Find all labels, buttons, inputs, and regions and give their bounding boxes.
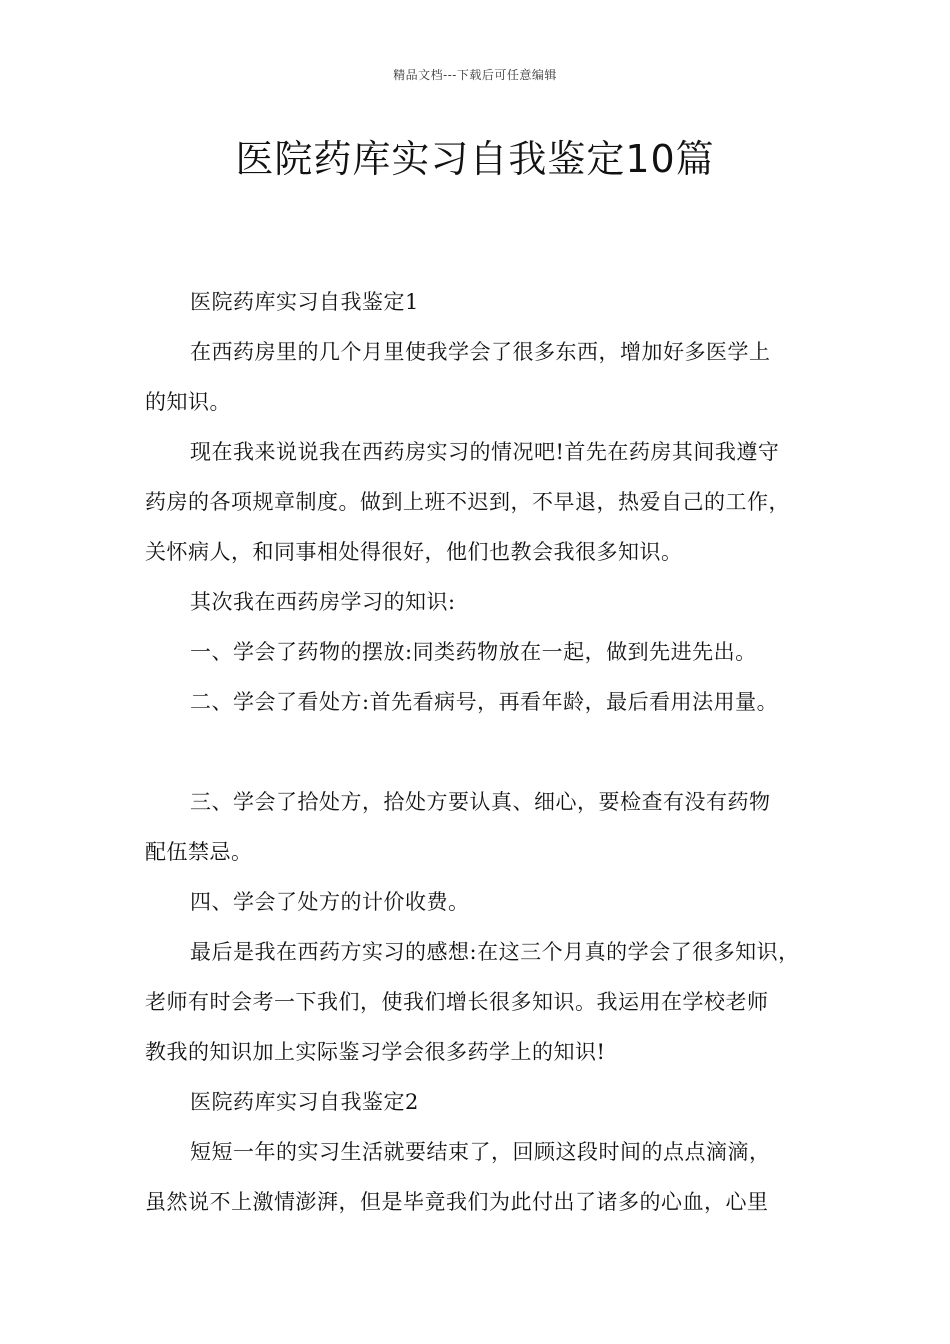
paragraph-line: 现在我来说说我在西药房实习的情况吧!首先在药房其间我遵守 (190, 440, 780, 464)
section-heading-1: 医院药库实习自我鉴定1 (190, 290, 419, 314)
paragraph-line: 其次我在西药房学习的知识: (190, 590, 456, 614)
document-title: 医院药库实习自我鉴定10篇 (235, 137, 715, 181)
paragraph-line: 虽然说不上激情澎湃，但是毕竟我们为此付出了诸多的心血，心里 (145, 1190, 769, 1214)
list-item: 四、学会了处方的计价收费。 (190, 890, 470, 914)
list-item: 一、学会了药物的摆放:同类药物放在一起，做到先进先出。 (190, 640, 757, 664)
header-note: 精品文档---下载后可任意编辑 (393, 68, 557, 82)
paragraph-line: 最后是我在西药方实习的感想:在这三个月真的学会了很多知识， (190, 940, 800, 964)
paragraph-line: 关怀病人，和同事相处得很好，他们也教会我很多知识。 (145, 540, 683, 564)
paragraph-line: 药房的各项规章制度。做到上班不迟到，不早退，热爱自己的工作， (145, 490, 790, 514)
paragraph-line: 的知识。 (145, 390, 231, 414)
paragraph-line: 配伍禁忌。 (145, 840, 253, 864)
section-heading-2: 医院药库实习自我鉴定2 (190, 1090, 419, 1114)
paragraph-line: 老师有时会考一下我们，使我们增长很多知识。我运用在学校老师 (145, 990, 769, 1014)
list-item: 三、学会了拾处方，拾处方要认真、细心，要检查有没有药物 (190, 790, 771, 814)
paragraph-line: 教我的知识加上实际鉴习学会很多药学上的知识! (145, 1040, 606, 1064)
paragraph-line: 短短一年的实习生活就要结束了，回顾这段时间的点点滴滴， (190, 1140, 771, 1164)
list-item: 二、学会了看处方:首先看病号，再看年龄，最后看用法用量。 (190, 690, 779, 714)
paragraph-line: 在西药房里的几个月里使我学会了很多东西，增加好多医学上 (190, 340, 771, 364)
